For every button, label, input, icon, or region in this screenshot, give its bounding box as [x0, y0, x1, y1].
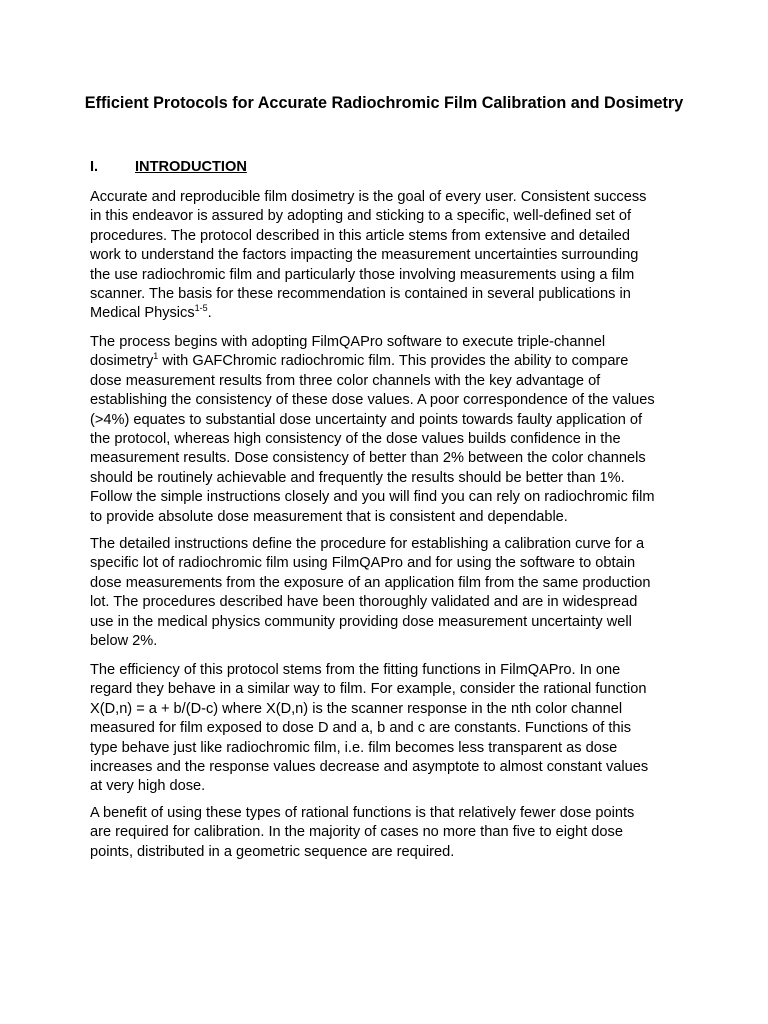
- reference-superscript: 1-5: [194, 302, 208, 313]
- paragraph-line: specific lot of radiochromic film using FilmQAPro and for using the software to obtain: [90, 555, 636, 572]
- paragraph-line: Accurate and reproducible film dosimetry is the goal of every user. Consistent success: [90, 189, 647, 205]
- paragraph-line: procedures. The protocol described in this article stems from extensive and detailed: [90, 227, 630, 244]
- paragraph-line-with-reference: [90, 304, 690, 323]
- paragraph-line: the use radiochromic film and particularly those involving measurements using a film: [90, 266, 635, 283]
- paragraph-line: increases and the response values decrease and asymptote to almost constant values: [90, 759, 649, 776]
- line-text: with GAFChromic radiochromic film. This provides the ability to compare: [158, 353, 629, 370]
- paragraph-line: below 2%.: [90, 633, 158, 650]
- paragraph-line: establishing the consistency of these dose values. A poor correspondence of the values: [90, 392, 655, 409]
- paragraph-3: [90, 535, 690, 651]
- paragraph-line: dose measurements from the exposure of an application film from the same production: [90, 574, 651, 591]
- section-heading: [90, 158, 247, 176]
- paragraph-line: Follow the simple instructions closely and you will find you can rely on radiochromic film: [90, 489, 655, 506]
- paragraph-line-with-reference: [90, 352, 690, 371]
- paragraph-5: [90, 804, 690, 862]
- paragraph-line: in this endeavor is assured by adopting and sticking to a specific, well-defined set of: [90, 208, 632, 225]
- paragraph-line: The efficiency of this protocol stems from the fitting functions in FilmQAPro. In one: [90, 662, 621, 678]
- paragraph-line: points, distributed in a geometric sequence are required.: [90, 843, 455, 860]
- line-text: .: [207, 305, 212, 322]
- paragraph-line: use in the medical physics community providing dose measurement uncertainty well: [90, 613, 632, 630]
- paragraph-line: measurement results. Dose consistency of better than 2% between the color channels: [90, 450, 646, 467]
- section-number: I.: [90, 159, 99, 175]
- paragraph-line: regard they behave in a similar way to film. For example, consider the rational function: [90, 681, 647, 698]
- section-label: INTRODUCTION: [135, 159, 247, 175]
- paragraph-line: to provide absolute dose measurement that is consistent and dependable.: [90, 508, 568, 525]
- paragraph-1: [90, 188, 690, 324]
- paragraph-line: A benefit of using these types of rational functions is that relatively fewer dose points: [90, 805, 635, 821]
- paragraph-line: dose measurement results from three color channels with the key advantage of: [90, 372, 601, 389]
- paragraph-2: [90, 333, 690, 527]
- paragraph-line: The detailed instructions define the procedure for establishing a calibration curve for a: [90, 536, 645, 552]
- paragraph-line: are required for calibration. In the majority of cases no more than five to eight dose: [90, 824, 623, 841]
- paragraph-line: lot. The procedures described have been thoroughly validated and are in widespread: [90, 594, 638, 611]
- document-title: Efficient Protocols for Accurate Radiochromic Film Calibration and Dosimetry: [84, 94, 684, 112]
- line-text: dosimetry: [90, 353, 154, 370]
- paragraph-line: type behave just like radiochromic film, i.e. film becomes less transparent as dose: [90, 739, 618, 756]
- paragraph-line: measured for film exposed to dose D and a, b and c are constants. Functions of this: [90, 720, 632, 737]
- paragraph-line: The process begins with adopting FilmQAPro software to execute triple-channel: [90, 334, 606, 350]
- paragraph-line: (>4%) equates to substantial dose uncertainty and points towards faulty application of: [90, 411, 643, 428]
- paragraph-line: scanner. The basis for these recommendation is contained in several publications in: [90, 286, 631, 303]
- paragraph-line: the protocol, whereas high consistency of the dose values builds confidence in the: [90, 431, 621, 448]
- line-text: Medical Physics: [90, 305, 195, 322]
- paragraph-line: at very high dose.: [90, 778, 206, 795]
- paragraph-line: work to understand the factors impacting the measurement uncertainties surrounding: [90, 247, 639, 264]
- paragraph-line: X(D,n) = a + b/(D-c) where X(D,n) is the scanner response in the nth color channel: [90, 700, 623, 717]
- reference-superscript: 1: [153, 350, 159, 361]
- paragraph-line: should be routinely achievable and frequently the results should be better than 1%.: [90, 469, 625, 486]
- paragraph-4: [90, 661, 690, 797]
